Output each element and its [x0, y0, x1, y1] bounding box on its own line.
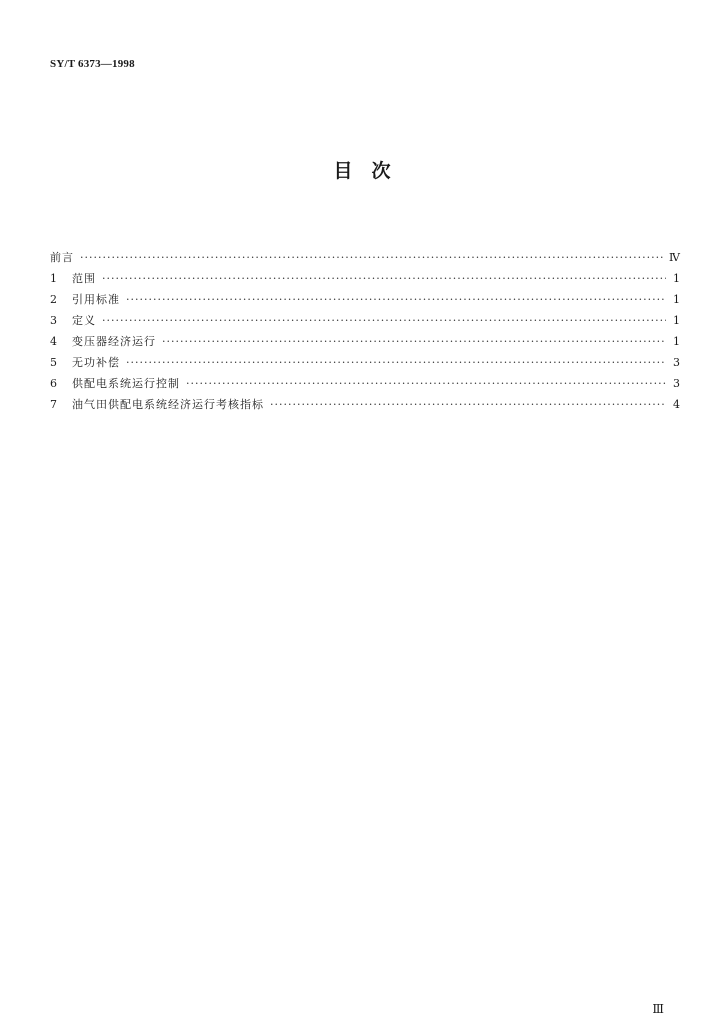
toc-entry-number: 1: [50, 272, 57, 285]
toc-entry-label: 定义: [72, 314, 96, 327]
toc-entry-label: 供配电系统运行控制: [72, 377, 180, 390]
leader-dots: [102, 268, 666, 289]
toc-entry-number: 2: [50, 293, 57, 306]
toc-entry-page: 3: [673, 356, 680, 369]
toc-entry-definitions[interactable]: [50, 310, 680, 331]
toc-entry-number: 4: [50, 335, 57, 348]
standard-code: SY/T 6373—1998: [50, 58, 135, 70]
leader-dots: [102, 310, 666, 331]
toc-entry-number: 7: [50, 398, 57, 411]
toc-entry-label: 油气田供配电系统经济运行考核指标: [72, 398, 264, 411]
toc-entry-page: 1: [673, 272, 680, 285]
toc-entry-label: 引用标准: [72, 293, 120, 306]
leader-dots: [186, 373, 666, 394]
toc-entry-transformer-operation[interactable]: [50, 331, 680, 352]
toc-entry-label: 无功补偿: [72, 356, 120, 369]
toc-entry-label: 变压器经济运行: [72, 335, 156, 348]
toc-entry-page: 1: [673, 293, 680, 306]
table-of-contents: [50, 247, 680, 415]
toc-entry-scope[interactable]: [50, 268, 680, 289]
leader-dots: [80, 247, 663, 268]
toc-entry-number: 3: [50, 314, 57, 327]
toc-entry-number: 6: [50, 377, 57, 390]
toc-entry-power-system-control[interactable]: [50, 373, 680, 394]
leader-dots: [270, 394, 666, 415]
leader-dots: [126, 352, 666, 373]
page-title: 目 次: [333, 160, 391, 182]
toc-entry-label: 前言: [50, 251, 74, 264]
toc-entry-foreword[interactable]: [50, 247, 680, 268]
toc-entry-page: 3: [673, 377, 680, 390]
toc-entry-page: 1: [673, 314, 680, 327]
toc-entry-page: 4: [673, 398, 680, 411]
page-number: Ⅲ: [652, 1002, 664, 1016]
leader-dots: [126, 289, 666, 310]
leader-dots: [162, 331, 666, 352]
toc-entry-page: Ⅳ: [669, 251, 680, 264]
toc-entry-assessment-indicators[interactable]: [50, 394, 680, 415]
toc-entry-reactive-compensation[interactable]: [50, 352, 680, 373]
toc-entry-normative-references[interactable]: [50, 289, 680, 310]
toc-entry-page: 1: [673, 335, 680, 348]
toc-entry-label: 范围: [72, 272, 96, 285]
toc-entry-number: 5: [50, 356, 57, 369]
